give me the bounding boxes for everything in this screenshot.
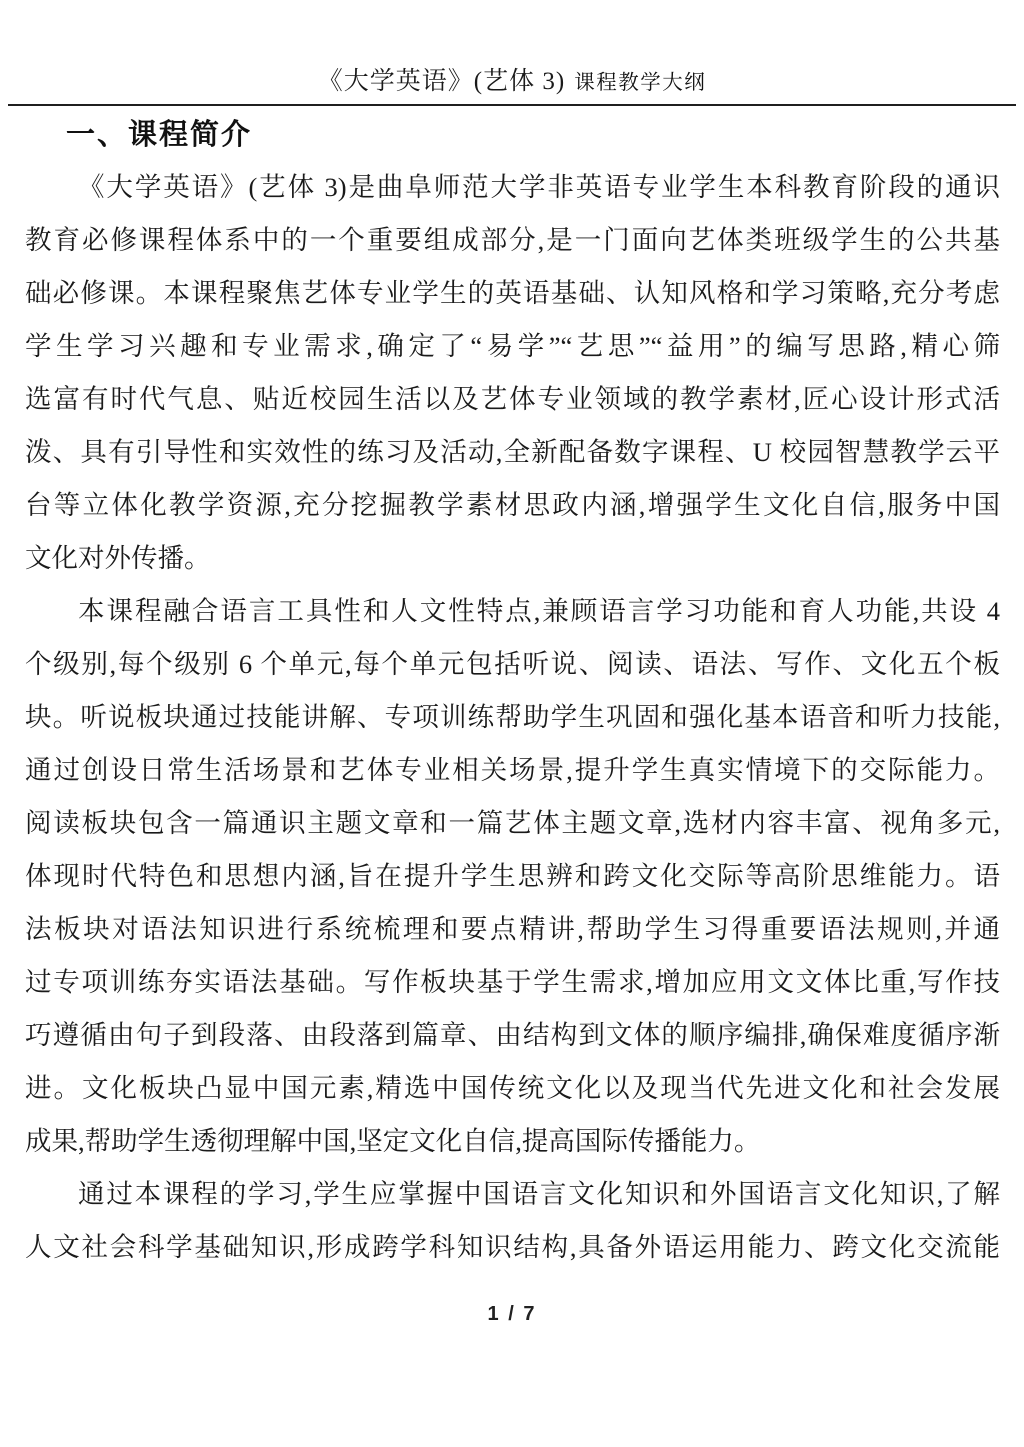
page-footer: [0, 1303, 1024, 1326]
text-line: 成果,帮助学生透彻理解中国,坚定文化自信,提高国际传播能力。: [25, 1126, 761, 1156]
text-line: 阅读板块包含一篇通识主题文章和一篇艺体主题文章,选材内容丰富、视角多元,: [25, 808, 1000, 838]
text-line: 通过创设日常生活场景和艺体专业相关场景,提升学生真实情境下的交际能力。: [25, 755, 1000, 785]
text-line: 通过本课程的学习,学生应掌握中国语言文化知识和外国语言文化知识,了解: [78, 1179, 1000, 1209]
text-line: 《大学英语》(艺体 3)是曲阜师范大学非英语专业学生本科教育阶段的通识: [78, 172, 1000, 202]
text-line: 选富有时代气息、贴近校园生活以及艺体专业领域的教学素材,匠心设计形式活: [25, 384, 1000, 414]
text-line: 法板块对语法知识进行系统梳理和要点精讲,帮助学生习得重要语法规则,并通: [25, 914, 1000, 944]
section-heading: 一、课程简介: [66, 119, 253, 151]
text-line: 块。听说板块通过技能讲解、专项训练帮助学生巩固和强化基本语音和听力技能,: [25, 702, 1000, 732]
paragraph: [25, 585, 1000, 1168]
text-line: 教育必修课程体系中的一个重要组成部分,是一门面向艺体类班级学生的公共基: [25, 225, 1000, 255]
text-line: 人文社会科学基础知识,形成跨学科知识结构,具备外语运用能力、跨文化交流能: [25, 1232, 1000, 1262]
document-body: [0, 117, 1024, 1274]
page-number: 1 / 7: [487, 1303, 537, 1325]
text-line: 个级别,每个级别 6 个单元,每个单元包括听说、阅读、语法、写作、文化五个板: [25, 649, 1000, 679]
header-title-suffix: 课程教学大纲: [574, 71, 707, 94]
header-divider: [8, 104, 1016, 106]
text-line: 体现时代特色和思想内涵,旨在提升学生思辨和跨文化交际等高阶思维能力。语: [25, 861, 1000, 891]
paragraphs-container: [25, 161, 1000, 1274]
text-line: 进。文化板块凸显中国元素,精选中国传统文化以及现当代先进文化和社会发展: [25, 1073, 1000, 1103]
text-line: 本课程融合语言工具性和人文性特点,兼顾语言学习功能和育人功能,共设 4: [78, 596, 1000, 626]
text-line: 文化对外传播。: [25, 543, 211, 573]
text-line: 台等立体化教学资源,充分挖掘教学素材思政内涵,增强学生文化自信,服务中国: [25, 490, 1000, 520]
page-header: [0, 0, 1024, 99]
paragraph: [25, 1168, 1000, 1274]
text-line: 巧遵循由句子到段落、由段落到篇章、由结构到文体的顺序编排,确保难度循序渐: [25, 1020, 1000, 1050]
text-line: 础必修课。本课程聚焦艺体专业学生的英语基础、认知风格和学习策略,充分考虑: [25, 278, 1000, 308]
text-line: 学生学习兴趣和专业需求,确定了“易学”“艺思”“益用”的编写思路,精心筛: [25, 331, 1000, 361]
text-line: 泼、具有引导性和实效性的练习及活动,全新配备数字课程、U 校园智慧教学云平: [25, 437, 1000, 467]
header-title-book: 《大学英语》(艺体 3): [317, 68, 566, 95]
paragraph: [25, 161, 1000, 585]
text-line: 过专项训练夯实语法基础。写作板块基于学生需求,增加应用文文体比重,写作技: [25, 967, 1000, 997]
